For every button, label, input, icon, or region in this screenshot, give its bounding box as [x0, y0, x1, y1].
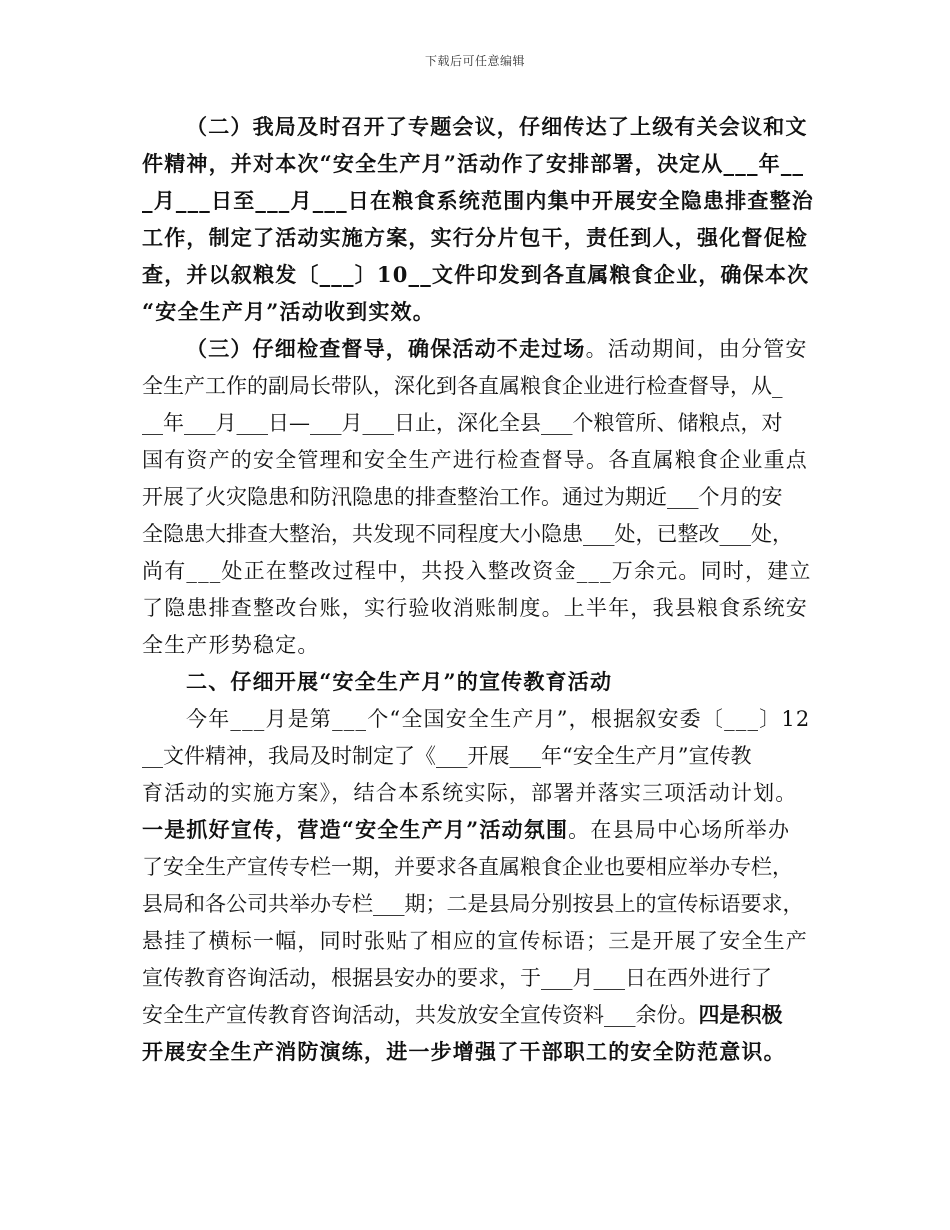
- paragraph-line: [142, 626, 812, 663]
- line-bold-text: “安全生产月”活动收到实效。: [142, 299, 435, 324]
- paragraph-line: [142, 219, 812, 256]
- line-bold-text: 查，并以叙粮发〔___〕10__文件印发到各直属粮食企业，确保本次: [142, 262, 810, 287]
- page-header: 下载后可任意编辑: [424, 54, 525, 68]
- line-bold-text: 工作，制定了活动实施方案，实行分片包干，责任到人，强化督促检: [142, 225, 808, 250]
- paragraph-line: [142, 885, 812, 922]
- line-text: 安全生产宣传教育咨询活动，共发放安全宣传资料___余份。: [142, 1003, 699, 1027]
- line-text: 。在县局中心场所举办: [568, 818, 791, 842]
- line-text: 县局和各公司共举办专栏___期；二是县局分别按县上的宣传标语要求，: [142, 892, 804, 916]
- line-bold-text: （三）仔细检查督导，确保活动不走过场: [186, 336, 586, 361]
- paragraph-line: [142, 441, 812, 478]
- paragraph-line: [142, 478, 812, 515]
- line-text: 了安全生产宣传专栏一期，并要求各直属粮食企业也要相应举办专栏，: [142, 855, 793, 879]
- paragraph-line: [142, 737, 812, 774]
- line-text: 全隐患大排查大整治，共发现不同程度大小隐患___处，已整改___处，: [142, 522, 793, 546]
- line-bold-text: _月___日至___月___日在粮食系统范围内集中开展安全隐患排查整治: [142, 188, 814, 213]
- line-text: 全生产形势稳定。: [142, 633, 320, 657]
- line-bold-text-tail: 四是积极: [698, 1002, 783, 1027]
- document-body: [142, 108, 812, 1070]
- line-text: 了隐患排查整改台账，实行验收消账制度。上半年，我县粮食系统安: [142, 596, 808, 620]
- paragraph-line: [142, 404, 812, 441]
- line-text: 国有资产的安全管理和安全生产进行检查督导。各直属粮食企业重点: [142, 448, 808, 472]
- line-bold-text: 件精神，并对本次“安全生产月”活动作了安排部署，决定从___年__: [142, 151, 805, 176]
- paragraph-line: [142, 367, 812, 404]
- line-text: 全生产工作的副局长带队，深化到各直属粮食企业进行检查督导，从_: [142, 374, 783, 398]
- paragraph-line: [142, 1033, 812, 1070]
- line-bold-text: 二、仔细开展“安全生产月”的宣传教育活动: [186, 669, 613, 694]
- paragraph-line: [142, 700, 812, 737]
- paragraph-line: [142, 552, 812, 589]
- line-bold-text: 一是抓好宣传，营造“安全生产月”活动氛围: [142, 817, 569, 842]
- paragraph-line: [142, 774, 812, 811]
- line-text: __文件精神，我局及时制定了《___开展___年“安全生产月”宣传教: [142, 744, 752, 768]
- section-heading: [142, 663, 812, 700]
- paragraph-line: [142, 922, 812, 959]
- paragraph-line: [142, 182, 812, 219]
- line-text: 今年___月是第___个“全国安全生产月”，根据叙安委〔___〕12: [186, 707, 811, 731]
- paragraph-line: [142, 108, 812, 145]
- paragraph-line: [142, 589, 812, 626]
- line-text: 悬挂了横标一幅，同时张贴了相应的宣传标语；三是开展了安全生产: [142, 929, 808, 953]
- line-text: 育活动的实施方案》，结合本系统实际，部署并落实三项活动计划。: [142, 781, 798, 805]
- paragraph-line: [142, 515, 812, 552]
- line-text: 宣传教育咨询活动，根据县安办的要求，于___月___日在西外进行了: [142, 966, 772, 990]
- paragraph-line: [142, 256, 812, 293]
- line-text: 尚有___处正在整改过程中，共投入整改资金___万余元。同时，建立: [142, 559, 812, 583]
- line-bold-text: （二）我局及时召开了专题会议，仔细传达了上级有关会议和文: [186, 114, 808, 139]
- paragraph-line: [142, 330, 812, 367]
- line-bold-text: 开展安全生产消防演练，进一步增强了干部职工的安全防范意识。: [142, 1039, 786, 1064]
- paragraph-line: [142, 811, 812, 848]
- line-text: 。活动期间，由分管安: [585, 337, 808, 361]
- paragraph-line: [142, 145, 812, 182]
- paragraph-line: [142, 959, 812, 996]
- line-text: 开展了火灾隐患和防汛隐患的排查整治工作。通过为期近___个月的安: [142, 485, 783, 509]
- paragraph-line: [142, 996, 812, 1033]
- paragraph-line: [142, 848, 812, 885]
- paragraph-line: [142, 293, 812, 330]
- line-text: __年___月___日—___月___日止，深化全县___个粮管所、储粮点，对: [142, 411, 783, 435]
